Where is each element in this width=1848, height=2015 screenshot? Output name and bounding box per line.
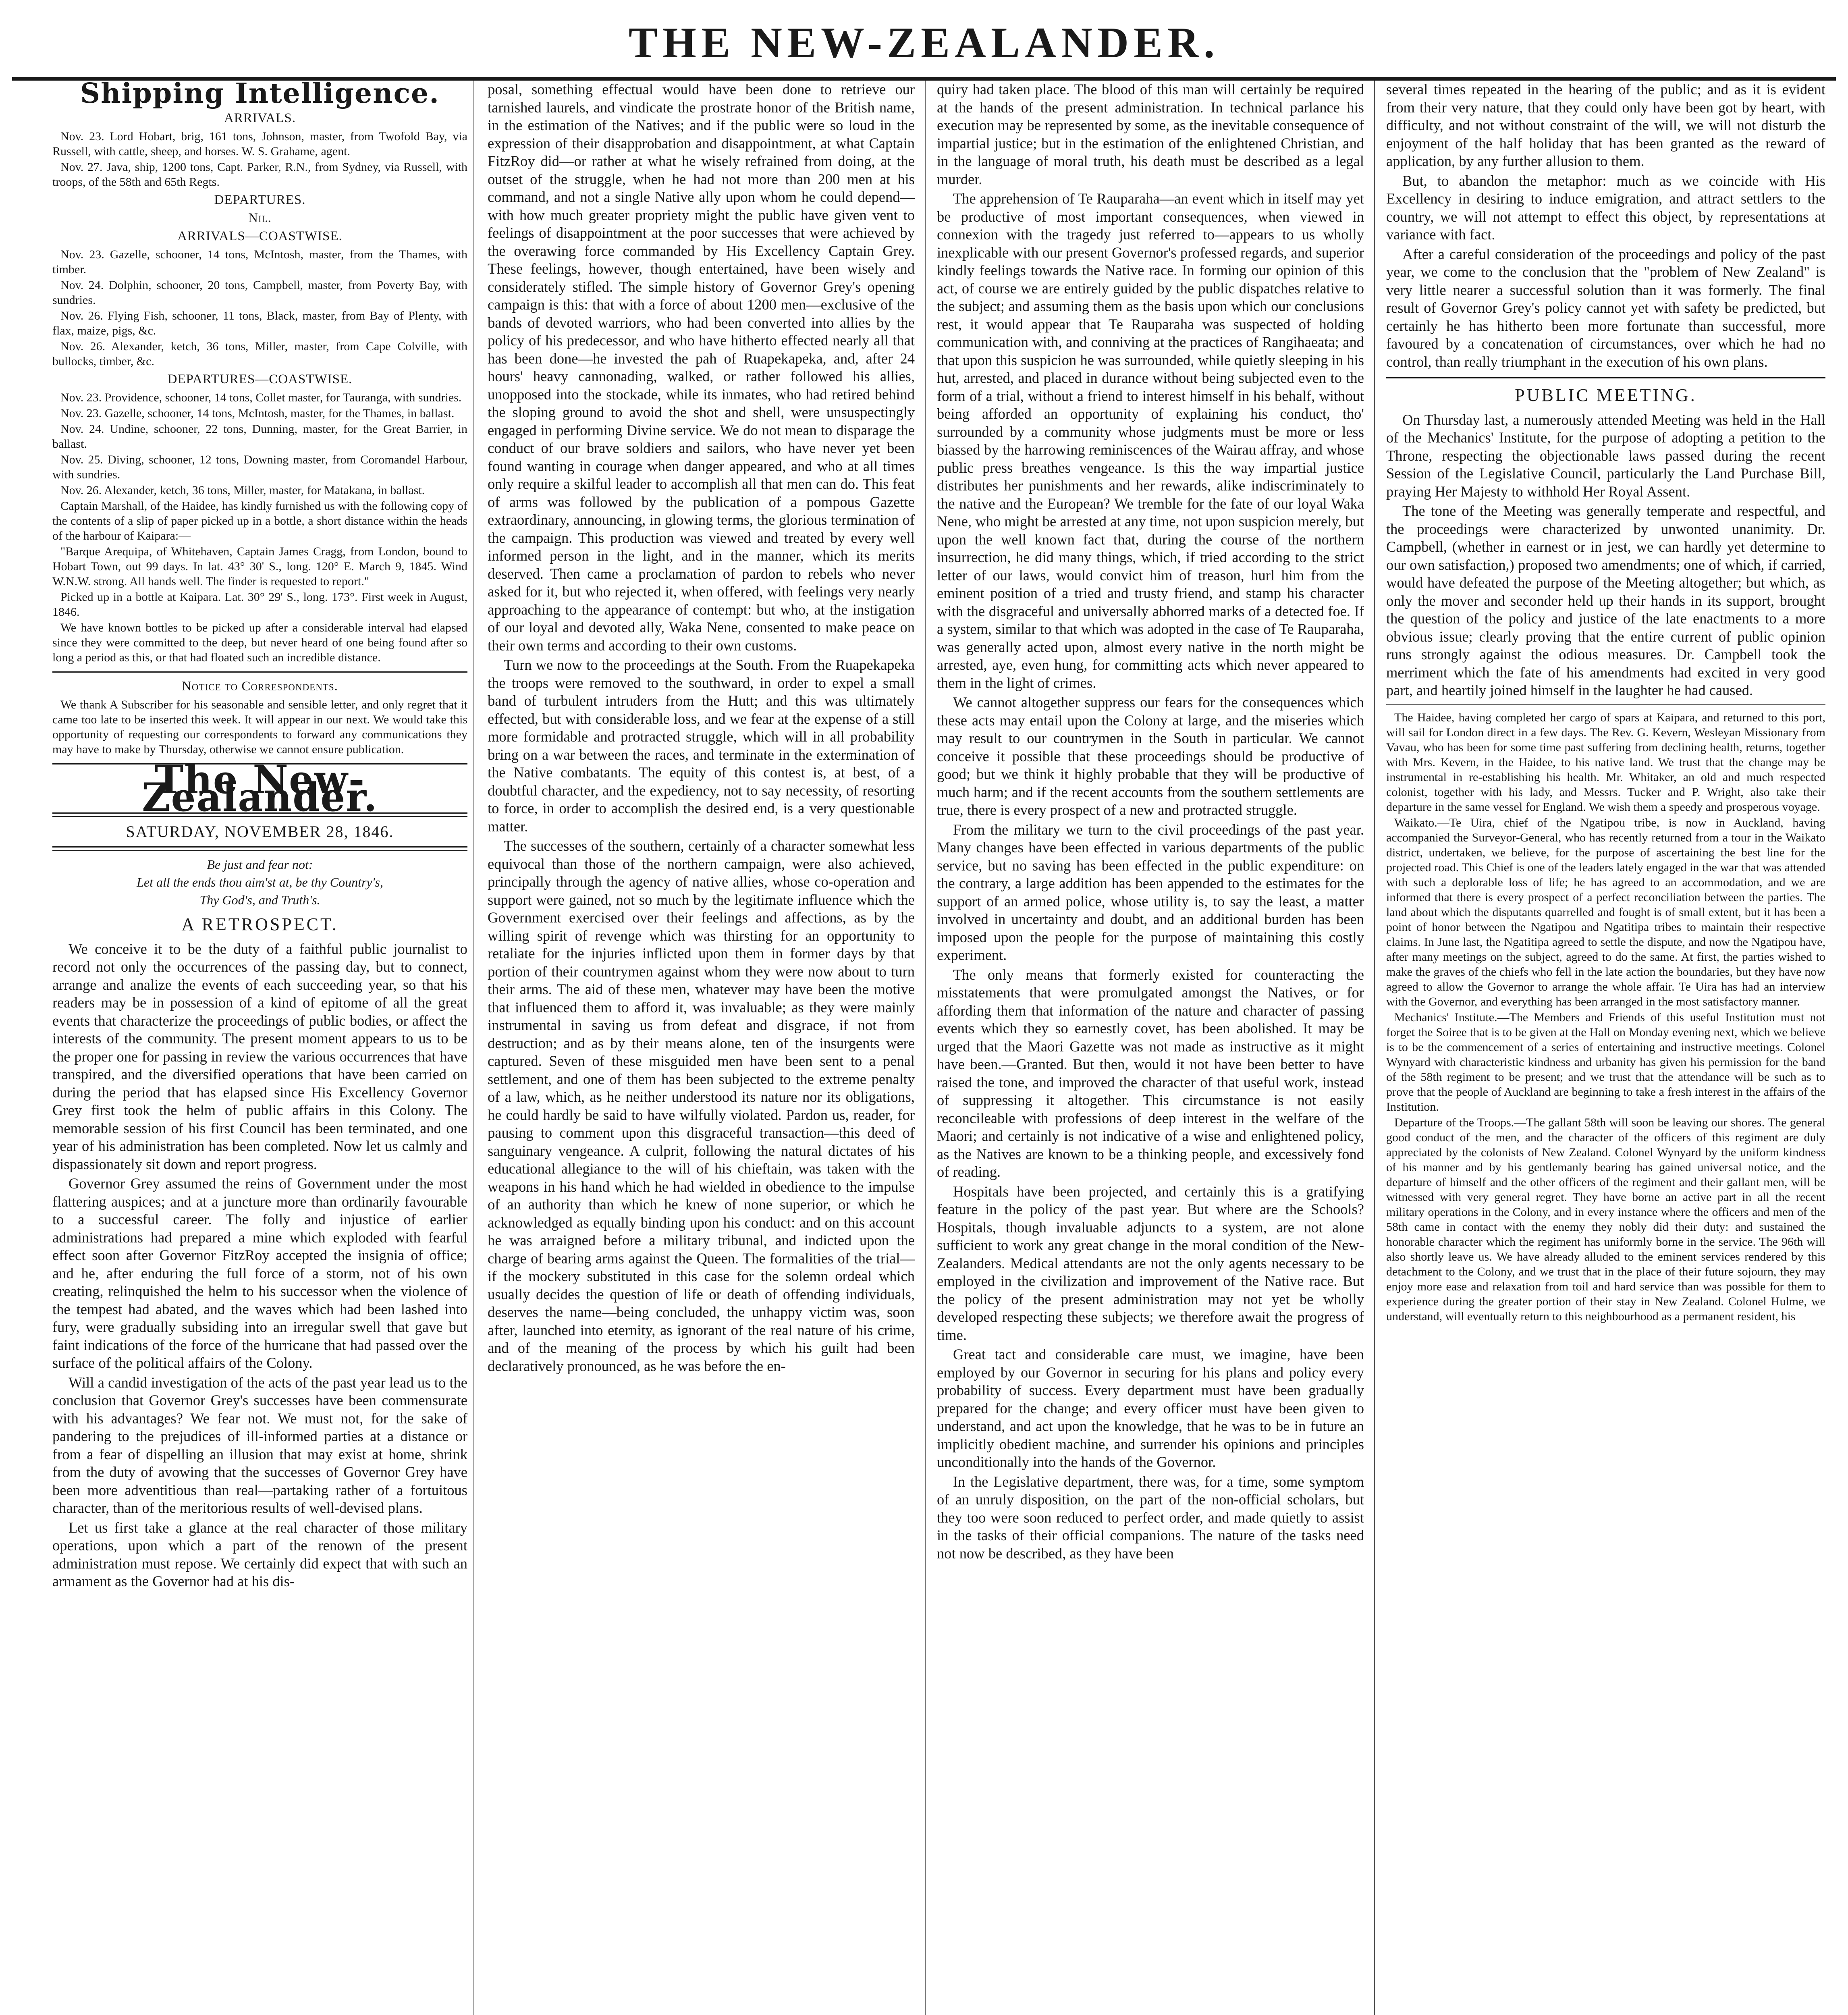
picked-up-note: Picked up in a bottle at Kaipara. Lat. 30° 29' S., long. 173°. First week in August, 1846. xyxy=(52,590,467,619)
paper-title: The New-Zealander. xyxy=(142,756,378,820)
shipping-intelligence-title: Shipping Intelligence. xyxy=(80,81,440,110)
article-paragraph: We conceive it to be the duty of a faithful public journalist to record not only the occurrences of the passing day, but to connect, arrange and analize the events of each succeeding year, so that his readers may be in possession of a kind of epitome of all the great events that characterize the proceedings of public bodies, or affect the interests of the community. The present moment appears to us to be the proper one for passing in review the various occurrences that have transpired, and the diversified operations that have been carried on during the period that has elapsed since His Excellency Governor Grey first took the helm of public affairs in this Colony. The memorable session of his first Council has been terminated, and one year of his administration has been completed. Now let us calmly and dispassionately sit down and report progress. xyxy=(52,940,467,1172)
article-heading: A RETROSPECT. xyxy=(181,914,338,934)
column-divider xyxy=(925,81,926,2015)
dateline: SATURDAY, NOVEMBER 28, 1846. xyxy=(126,822,394,841)
article-paragraph: In the Legislative department, there was, for a time, some symptom of an unruly disposition, on the part of the non-official scholars, but they too were soon reduced to perfect order, and made quietly to assist in the tasks of their official companions. The nature of the tasks need not now be described, as they have been xyxy=(937,1473,1364,1562)
column-4 xyxy=(1386,81,1825,2015)
shipping-entry: Nov. 26. Alexander, ketch, 36 tons, Miller, master, from Cape Colville, with bullocks, timber, &c. xyxy=(52,339,467,368)
motto-line: Let all the ends thou aim'st at, be thy Country's, xyxy=(137,875,383,889)
motto-line: Thy God's, and Truth's. xyxy=(199,893,320,907)
article-paragraph: The only means that formerly existed for counteracting the misstatements that were promulgated amongst the Natives, or for affording them that information of the nature and character of passing events which they so earnestly covet, has been abolished. It may be urged that the Maori Gazette was not made as instructive as it might have been.—Granted. But then, would it not have been better to have raised the tone, and improved the character of that useful work, instead of suppressing it altogether. This circumstance is not easily reconcileable with professions of deep interest in the welfare of the Maori; and certainly is not indicative of a wise and enlightened policy, as the Natives are known to be a thinking people, and excessively fond of reading. xyxy=(937,966,1364,1180)
masthead-rule xyxy=(12,77,1836,81)
newspaper-title: THE NEW-ZEALANDER. xyxy=(628,19,1220,67)
article-paragraph: Hospitals have been projected, and certainly this is a gratifying feature in the policy of the past year. But where are the Schools? Hospitals, though invaluable adjuncts to a system, are not alone sufficient to work any great change in the moral condition of the New-Zealanders. Medical attendants are not the only agents necessary to be employed in the civilization and improvement of the Native race. But the policy of the present administration may not yet be wholly developed respecting these subjects; we therefore await the progress of time. xyxy=(937,1183,1364,1343)
shipping-entry: Nov. 23. Gazelle, schooner, 14 tons, McIntosh, master, from the Thames, with timber. xyxy=(52,247,467,276)
article-paragraph: The successes of the southern, certainly of a character somewhat less equivocal than those of the northern campaign, were also achieved, principally through the agency of native allies, whose co-operation and support were gained, not so much by the legitimate influence which the Government exercised over their feelings and affections, as by the willing spirit of revenge which was thirsting for an opportunity to retaliate for the injuries inflicted upon them in former days by that portion of their countrymen against whom they were now about to turn their arms. The aid of these men, whatever may have been the motive that influenced them to afford it, was invaluable; as they were mainly instrumental in saving us from defeat and disgrace, if not from destruction; and as by their means alone, ten of the insurgents were captured. Seven of these misguided men have been sent to a penal settlement, and one of them has been subjected to the extreme penalty of a law, which, as he neither understood its nature nor its obligations, he could hardly be said to have wilfully violated. Pardon us, reader, for pausing to comment upon this disgraceful transaction—this deed of sanguinary vengeance. A culprit, following the natural dictates of his educational allegiance to the will of his chieftain, was taken with the weapons in his hand which he had wielded in obedience to the impulse of an authority than which he knew of none superior, or which he acknowledged as equally binding upon his conduct: and on this account he was arraigned before a military tribunal, and indicted upon the charge of bearing arms against the Queen. The formalities of the trial—if the mockery substituted in this case for the solemn ordeal which usually decides the question of life or death of offending individuals, deserves the name—being concluded, the unhappy victim was, soon after, launched into eternity, as ignorant of the real nature of his crime, and of the meaning of the process by which his guilt had been declaratively pronounced, as he was before the en- xyxy=(488,837,915,1374)
column-divider xyxy=(473,81,474,2015)
article-paragraph: Will a candid investigation of the acts of the past year lead us to the conclusion that Governor Grey's successes have been commensurate with his advantages? We fear not. We must not, for the sake of pandering to the prejudices of ill-informed parties at a distance or from a fear of dispelling an illusion that may exist at home, shrink from the duty of avowing that the successes of Governor Grey have been more adventitious than real—partaking rather of a fortuitous character, than of the meritorious results of well-devised plans. xyxy=(52,1374,467,1516)
haidee-note: Captain Marshall, of the Haidee, has kindly furnished us with the following copy of the contents of a slip of paper picked up in a bottle, a short distance within the heads of the harbour of Kaipara:— xyxy=(52,499,467,542)
bottles-note: We have known bottles to be picked up after a considerable interval had elapsed since they were committed to the deep, but never heard of one being found after so long a period as this, or that had floated such an incredible distance. xyxy=(52,621,467,664)
news-section xyxy=(1386,710,1825,1324)
shipping-section xyxy=(52,111,467,764)
section-rule xyxy=(1386,704,1825,705)
article-paragraph: From the military we turn to the civil proceedings of the past year. Many changes have been effected in various departments of the public service, but no saving has been effected in the public expenditure: on the contrary, a large addition has been appended to the estimates for the support of an armed police, whose utility is, to say the least, a matter involved in uncertainty and doubt, and an additional burden has been imposed upon the people for the purpose of maintaining this costly experiment. xyxy=(937,821,1364,963)
departures-coastwise-label: DEPARTURES—COASTWISE. xyxy=(167,372,353,386)
news-paragraph: Waikato.—Te Uira, chief of the Ngatipou tribe, is now in Auckland, having accompanied the Surveyor-General, who has recently returned from a tour in the Waikato district, undertaken, we believe, for the purpose of ascertaining the best line for the projected road. This Chief is one of the leaders lately engaged in the war that was attended with such a deplorable loss of life; he has agreed to an accommodation, and we are informed that there is every prospect of a perfect reconciliation between the parties. The land about which the disputants quarrelled and fought is of small extent, but it has been a point of honor between the Ngatipou and Ngatitipa tribes to maintain their respective claims. In June last, the Ngatitipa agreed to settle the dispute, and now the Ngatipou have, after many meetings on the subject, agreed to do the same. At first, the parties wished to make the graves of the chiefs who fell in the late action the boundaries, but they have now agreed to allow the Governor to arrange the whole affair. Te Uira has had an interview with the Governor, and everything has been arranged in the most satisfactory manner. xyxy=(1386,816,1825,1008)
shipping-entry: Nov. 26. Flying Fish, schooner, 11 tons, Black, master, from Bay of Plenty, with flax, maize, pigs, &c. xyxy=(52,309,467,337)
departures-label: DEPARTURES. xyxy=(214,192,306,207)
news-paragraph: Mechanics' Institute.—The Members and Friends of this useful Institution must not forget the Soiree that is to be given at the Hall on Monday evening next, which we believe is to be the commencement of a series of entertaining and instructive meetings. Colonel Wynyard with characteristic kindness and urbanity has given his permission for the band of the 58th regiment to be present; and we trust that the attendance will be such as to prove that the people of Auckland are beginning to take a fresh interest in the affairs of the Institution. xyxy=(1386,1010,1825,1113)
shipping-entry: Nov. 25. Diving, schooner, 12 tons, Downing master, from Coromandel Harbour, with sundries. xyxy=(52,453,467,481)
shipping-entry: Nov. 27. Java, ship, 1200 tons, Capt. Parker, R.N., from Sydney, via Russell, with troops, of the 58th and 65th Regts. xyxy=(52,160,467,189)
news-paragraph: The Haidee, having completed her cargo of spars at Kaipara, and returned to this port, will sail for London direct in a few days. The Rev. G. Kevern, Wesleyan Missionary from Vavau, who has been for some time past suffering from declining health, returns, together with Mrs. Kevern, in the Haidee, to his native land. We trust that the change may be instrumental in re-establishing his health. Mr. Whitaker, an old and much respected colonist, together with his lady, and Messrs. Tucker and P. Wright, also take their departure in the same vessel for England. We wish them a speedy and prosperous voyage. xyxy=(1386,710,1825,814)
notice-title: Notice to Correspondents. xyxy=(182,679,338,694)
article-paragraph: Great tact and considerable care must, we imagine, have been employed by our Governor in securing for his plans and policy every probability of success. Every department must have been gradually prepared for the change; and every officer must have been given to understand, and act upon the knowledge, that he was to be in future an implicitly obedient machine, and surrender his opinions and principles unconditionally into the hands of the Governor. xyxy=(937,1346,1364,1470)
article-paragraph: Governor Grey assumed the reins of Government under the most flattering auspices; and at a juncture more than ordinarily favourable to a successful career. The folly and injustice of earlier administrations had prepared a mine which exploded with fearful effect soon after Governor FitzRoy accepted the insignia of office; and he, after enduring the full force of a storm, not of his own creating, relinquished the helm to his successor when the violence of the tempest had abated, and the waves which had been lashed into fury, were gradually subsiding into an irregular swell that gave but faint indications of the force of the hurricane that had passed over the surface of the political affairs of the Colony. xyxy=(52,1175,467,1371)
double-rule xyxy=(52,846,467,851)
article-paragraph: After a careful consideration of the proceedings and policy of the past year, we come to the conclusion that the "problem of New Zealand" is very little nearer a successful solution than it was formerly. The final result of Governor Grey's policy cannot yet with safety be predicted, but certainly he has hitherto been more fortunate than successful, more favoured by a concatenation of circumstances, over which he had no control, than really triumphant in the execution of his own plans. xyxy=(1386,245,1825,370)
section-rule xyxy=(52,671,467,673)
motto-line: Be just and fear not: xyxy=(207,857,313,872)
article-paragraph: posal, something effectual would have been done to retrieve our tarnished laurels, and vindicate the prostrate honor of the British name, in the estimation of the Natives; and if the public were so loud in the expression of their disapprobation and disappointment, at what Captain FitzRoy did—or rather at what he wisely refrained from doing, at the outset of the struggle, when he had not more than 200 men at his command, and not a single Native ally upon whom he could depend—with how much greater propriety might the public have given vent to feelings of disappointment at the poor successes that were achieved by the overawing force commanded by His Excellency Captain Grey. These feelings, however, though entertained, have been wisely and considerately stifled. The simple history of Governor Grey's opening campaign is this: that with a force of about 1200 men—exclusive of the bands of devoted warriors, who had been converted into allies by the policy of his predecessor, and who have hitherto effected nearly all that has been done—he invested the pah of Ruapekapeka, and, after 24 hours' heavy cannonading, walked, or rather followed his allies, unopposed into the stockade, while its inmates, who had retired behind the sloping ground to avoid the shot and shell, were unsuspectingly engaged in performing Divine service. We do not mean to disparage the conduct of our brave soldiers and sailors, who have never yet been found wanting in courage when danger appeared, and who at all times only require a skilful leader to accomplish all that men can do. This feat of arms was followed by the publication of a pompous Gazette extraordinary, announcing, in glowing terms, the glorious termination of the campaign. This production was viewed and treated by every well informed person in the light, and in the manner, which its merits deserved. Then came a proclamation of pardon to rebels who never asked for it, but who rejected it, when offered, with feelings very nearly approaching to the appearance of contempt: but who, at the instigation of our loyal and devoted ally, Waka Nene, consented to make peace on their own terms and according to their own customs. xyxy=(488,81,915,654)
column-divider xyxy=(1374,81,1375,2015)
bottle-message: "Barque Arequipa, of Whitehaven, Captain James Cragg, from London, bound to Hobart Town, out 99 days. In lat. 43° 30' S., long. 120° E. March 9, 1845. Wind W.N.W. strong. All hands well. The finder is requested to report." xyxy=(52,544,467,588)
shipping-entry: Nov. 24. Dolphin, schooner, 20 tons, Campbell, master, from Poverty Bay, with sundries. xyxy=(52,278,467,307)
departures-nil: Nil. xyxy=(248,210,272,225)
arrivals-coastwise-label: ARRIVALS—COASTWISE. xyxy=(177,229,343,243)
article-paragraph: The tone of the Meeting was generally temperate and respectful, and the proceedings were characterized by unwonted unanimity. Dr. Campbell, (whether in earnest or in jest, we can hardly yet determine to our own satisfaction,) proposed two amendments; one of which, if carried, would have defeated the purpose of the Meeting altogether; but which, as only the mover and seconder held up their hands in its support, brought the question of the policy and justice of the late enactments to a more obvious issue; clearly proving that the entire current of public opinion runs strongly against the odious measures. Dr. Campbell took the merriment which the fate of his amendments had excited in very good part, and heartily joined himself in the laughter he had caused. xyxy=(1386,503,1825,698)
article-paragraph: Turn we now to the proceedings at the South. From the Ruapekapeka the troops were removed to the southward, in order to expel a small band of turbulent intruders from the Hutt; and this was ultimately effected, but with considerable loss, and we fear at the expense of a still more formidable and protracted struggle, which will in all probability bring on a war between the races, and terminate in the extermination of the Native combatants. The equity of this contest is, at best, of a doubtful character, and the expediency, not to say necessity, of resorting to force, in order to accomplish the desired end, is a very questionable matter. xyxy=(488,656,915,835)
arrivals-label: ARRIVALS. xyxy=(224,110,296,125)
section-rule xyxy=(1386,377,1825,378)
article-paragraph: Let us first take a glance at the real character of those military operations, upon which a part of the renown of the present administration must repose. We certainly did expect that with such an armament as the Governor had at his dis- xyxy=(52,1519,467,1589)
shipping-entry: Nov. 23. Lord Hobart, brig, 161 tons, Johnson, master, from Twofold Bay, via Russell, with cattle, sheep, and horses. W. S. Grahame, agent. xyxy=(52,129,467,158)
article-paragraph: The apprehension of Te Rauparaha—an event which in itself may yet be productive of most important consequences, when viewed in connexion with the tragedy just referred to—appears to us wholly inexplicable with our present Governor's professed regards, and superior kindly feelings towards the Native race. In forming our opinion of this act, of course we are entirely guided by the public dispatches relative to the subject; and assuming them as the basis upon which our conclusions rest, it would appear that Te Rauparaha was suspected of holding communication with, and conniving at the practices of Rangihaeata; and that upon this suspicion he was surrounded, while quietly sleeping in his hut, arrested, and placed in durance without being subjected even to the form of a trial, without a friend to interest himself in his behalf, without being afforded an opportunity of explaining his conduct, tho' surrounded by a community whose judgments must be more or less biassed by the harrowing reminiscences of the Wairau affray, and whose public press breathes vengeance. Is this the way impartial justice distributes her punishments and her rewards, alike indiscriminately to the native and the European? We tremble for the fate of our loyal Waka Nene, who might be arrested at any time, not upon suspicion merely, but upon the well known fact that, during the course of the northern insurrection, he did many things, which, if tried according to the strict letter of our laws, would convict him of treason, hurl him from the eminent position of a tried and trusty friend, and stamp his character with the disgraceful and universally abhorred marks of a detected foe. If a system, similar to that which was adopted in the case of Te Rauparaha, was generally acted upon, almost every native in the north might be arrested, aye, even hung, for committing acts which never appeared to them in the light of crimes. xyxy=(937,190,1364,691)
shipping-entry: Nov. 23. Gazelle, schooner, 14 tons, McIntosh, master, for the Thames, in ballast. xyxy=(60,406,455,420)
public-meeting-heading: PUBLIC MEETING. xyxy=(1515,385,1697,405)
notice-text: We thank A Subscriber for his seasonable and sensible letter, and only regret that it came too late to be inserted this week. It will appear in our next. We would take this opportunity of requesting our correspondents to forward any communications they may have to make by Thursday, otherwise we cannot ensure publication. xyxy=(52,698,467,756)
article-paragraph: But, to abandon the metaphor: much as we coincide with His Excellency in desiring to induce emigration, and attract settlers to the country, we will not attempt to effect this object, by representations at variance with fact. xyxy=(1386,172,1825,243)
column-1 xyxy=(52,81,467,2015)
article-paragraph: On Thursday last, a numerously attended Meeting was held in the Hall of the Mechanics' Institute, for the purpose of adopting a petition to the Throne, respecting the objectionable laws passed during the recent Session of the Legislative Council, particularly the Land Purchase Bill, praying Her Majesty to withhold Her Royal Assent. xyxy=(1386,411,1825,500)
shipping-entry: Nov. 24. Undine, schooner, 22 tons, Dunning, master, for the Great Barrier, in ballast. xyxy=(52,422,467,451)
article-paragraph: We cannot altogether suppress our fears for the consequences which these acts may entail upon the Colony at large, and the miseries which may result to our countrymen in the South in particular. We cannot conceive it possible that these proceedings should be productive of good; but we think it highly probable that they will be productive of much harm; and if the recent accounts from the southern settlements are true, there is every prospect of a new and protracted struggle. xyxy=(937,694,1364,818)
news-paragraph: Departure of the Troops.—The gallant 58th will soon be leaving our shores. The general good conduct of the men, and the character of the officers of this regiment are duly appreciated by the colonists of New Zealand. Colonel Wynyard by the uniform kindness of his manner and by his gentlemanly bearing has gained universal notice, and the departure of himself and the other officers of the regiment and their gallant men, will be witnessed with very general regret. They have borne an active part in all the recent military operations in the Colony, and in every instance where the officers and men of the 58th came in contact with the enemy they nobly did their duty: and sustained the honorable character which the regiment has uniformly borne in the service. The 96th will also shortly leave us. We have already alluded to the eminent services rendered by this detachment to the Colony, and we trust that in the place of their future sojourn, they may enjoy more ease and relaxation from toil and hard service than was possible for them to experience during the greater portion of their stay in New Zealand. Colonel Hulme, we understand, will eventually return to this neighbourhood as a permanent resident, his xyxy=(1386,1116,1825,1323)
article-paragraph: several times repeated in the hearing of the public; and as it is evident from their very nature, that they could only have been got by heart, with difficulty, and not without constraint of the will, we will not disturb the enjoyment of the half holiday that has been granted as the reward of application, by any further allusion to them. xyxy=(1386,81,1825,169)
shipping-entry: Nov. 23. Providence, schooner, 14 tons, Collet master, for Tauranga, with sundries. xyxy=(60,391,462,404)
column-3 xyxy=(937,81,1364,2015)
article-paragraph: quiry had taken place. The blood of this man will certainly be required at the hands of the present administration. In technical parlance his execution may be represented by some, as the inevitable consequence of impartial justice; but in the estimation of the enlightened Christian, and in the language of moral truth, his death must be described as a legal murder. xyxy=(937,81,1364,187)
shipping-entry: Nov. 26. Alexander, ketch, 36 tons, Miller, master, for Matakana, in ballast. xyxy=(60,483,425,497)
masthead xyxy=(12,12,1836,73)
column-2 xyxy=(488,81,915,2015)
